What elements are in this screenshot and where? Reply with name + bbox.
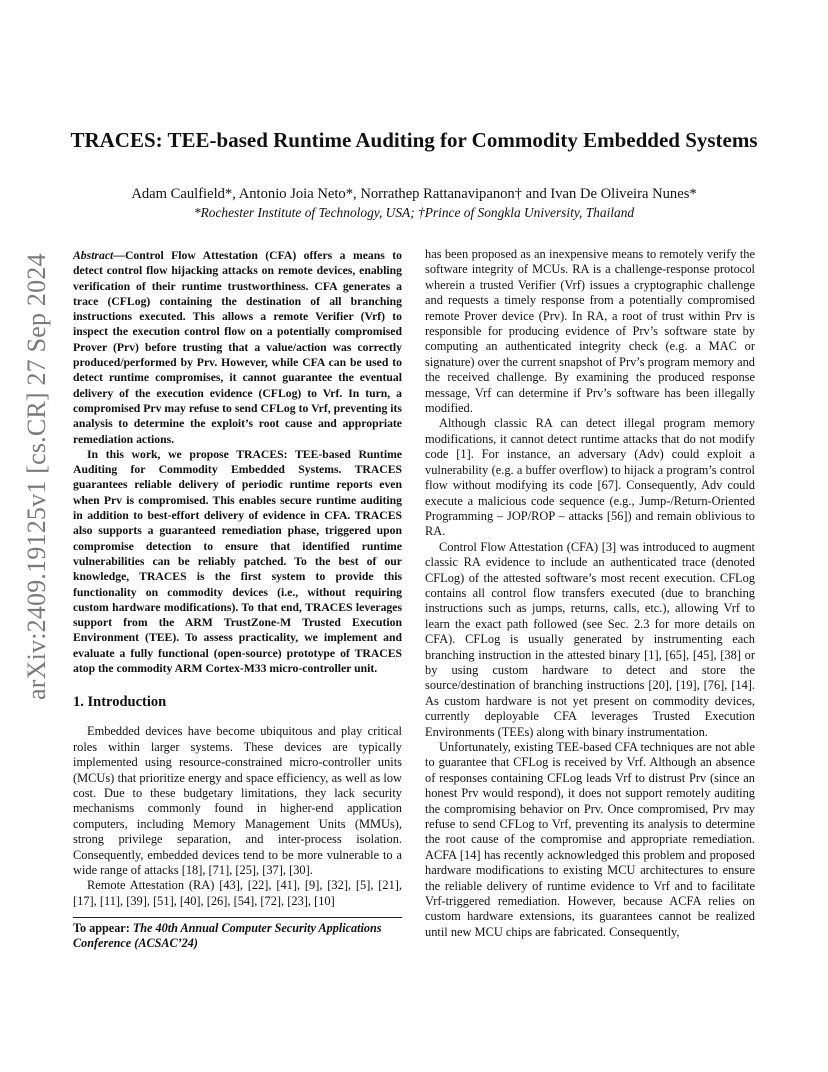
footnote-lead: To appear: (73, 921, 133, 936)
arxiv-identifier-stamp: arXiv:2409.19125v1 [cs.CR] 27 Sep 2024 (22, 253, 51, 700)
footnote-divider (73, 917, 402, 918)
author-list: Adam Caulfield*, Antonio Joia Neto*, Norrathep Rattanavipanon† and Ivan De Oliveira Nunes* (131, 186, 697, 202)
publication-footnote (73, 921, 402, 951)
affiliations: *Rochester Institute of Technology, USA; †Prince of Songkla University, Thailand (193, 205, 635, 220)
footnote-venue: The 40th Annual Computer Security Applications Conference (ACSAC’24) (73, 921, 382, 951)
paper-title: TRACES: TEE-based Runtime Auditing for Commodity Embedded Systems (70, 128, 758, 152)
abstract-paragraph-2: In this work, we propose TRACES: TEE-based Runtime Auditing for Commodity Embedded Systems. TRACES guarantees reliable delivery of periodic runtime reports even when Prv is compromised. This enables secure runtime auditing in addition to best-effort delivery of evidence in CFA. TRACES also supports a guaranteed remediation phase, triggered upon compromise detection to ensure that identified runtime vulnerabilities can be reliably patched. To the best of our knowledge, TRACES is the first system to provide this functionality on commodity devices (i.e., without requiring custom hardware modifications). To that end, TRACES leverages support from the ARM TrustZone-M Trusted Execution Environment (TEE). To assess practicality, we implement and evaluate a fully functional (open-source) prototype of TRACES atop the commodity ARM Cortex-M33 micro-controller unit. (73, 447, 402, 676)
intro-paragraph-2: Remote Attestation (RA) [43], [22], [41], [9], [32], [5], [21], [17], [11], [39], [51], [40], [26], [54], [72], [23], [10] (73, 878, 402, 908)
right-paragraph-1: has been proposed as an inexpensive means to remotely verify the software integrity of MCUs. RA is a challenge-response protocol wherein a trusted Verifier (Vrf) issues a cryptographic challenge and requests a timely response from a potentially compromised remote Prover device (Prv). In RA, a root of trust within Prv is responsible for producing evidence of Prv’s software state by computing an authenticated integrity check (e.g. a MAC or signature) over the current snapshot of Prv’s program memory and the received challenge. By examining the produced response message, Vrf can determine if Prv’s software has been illegally modified. (425, 247, 755, 416)
right-paragraph-2: Although classic RA can detect illegal program memory modifications, it cannot detect runtime attacks that do not modify code [1]. For instance, an adversary (Adv) could exploit a vulnerability (e.g. a buffer overflow) to hijack a program’s control flow without modifying its code [67]. Consequently, Adv could execute a malicious code sequence (e.g., Jump-/Return-Oriented Programming – JOP/ROP – attacks [56]) and remain oblivious to RA. (425, 416, 755, 539)
right-paragraph-3: Control Flow Attestation (CFA) [3] was introduced to augment classic RA evidence to include an authenticated trace (denoted CFLog) of the attested software’s most recent execution. CFLog contains all control flow transfers executed (due to branching instructions such as jumps, returns, calls, etc.), allowing Vrf to learn the exact path followed (see Sec. 2.3 for more details on CFA). CFLog is usually generated by instrumenting each branching instruction in the attested binary [1], [65], [45], [38] or by using custom hardware to detect and store the source/destination of branching instructions [20], [19], [76], [14]. As custom hardware is not yet present on commodity devices, currently deployable CFA leverages Trusted Execution Environments (TEEs) along with binary instrumentation. (425, 539, 755, 739)
abstract-heading: Abstract— (73, 249, 125, 262)
left-column (73, 248, 402, 978)
abstract-paragraph-1 (73, 248, 402, 447)
abstract-text-1: Control Flow Attestation (CFA) offers a means to detect control flow hijacking attacks on remote devices, enabling verification of their runtime trustworthiness. CFA generates a trace (CFLog) containing the destination of all branching instructions executed. This allows a remote Verifier (Vrf) to inspect the execution control flow on a potentially compromised Prover (Prv) before trusting that a value/action was correctly produced/performed by Prv. However, while CFA can be used to detect runtime compromises, it cannot guarantee the eventual delivery of the execution evidence (CFLog) to Vrf. In turn, a compromised Prv may refuse to send CFLog to Vrf, preventing its analysis to determine the exploit’s root cause and appropriate remediation actions. (73, 249, 402, 446)
intro-paragraph-1: Embedded devices have become ubiquitous and play critical roles within larger systems. These devices are typically implemented using resource-constrained micro-controller units (MCUs) that prioritize energy and space efficiency, as well as low cost. Due to these budgetary limitations, they lack security mechanisms commonly found in higher-end application computers, including Memory Management Units (MMUs), strong privilege separation, and inter-process isolation. Consequently, embedded devices tend to be more vulnerable to a wide range of attacks [18], [71], [25], [37], [30]. (73, 724, 402, 877)
section-heading-introduction: 1. Introduction (73, 694, 167, 711)
right-paragraph-4: Unfortunately, existing TEE-based CFA techniques are not able to guarantee that CFLog is received by Vrf. Although an absence of responses containing CFLog leads Vrf to distrust Prv (since an honest Prv would respond), it does not support remotely auditing the compromising behavior on Prv. Once compromised, Prv may refuse to send CFLog to Vrf, preventing its analysis to determine the root cause of the compromise and appropriate remediation. ACFA [14] has recently acknowledged this problem and proposed hardware modifications to existing MCU architectures to ensure the reliable delivery of runtime evidence to Vrf and to facilitate Vrf-triggered remediation. However, because ACFA relies on custom hardware extensions, its guarantees cannot be realized until new MCU chips are fabricated. Consequently, (425, 740, 755, 939)
right-column (425, 247, 755, 977)
